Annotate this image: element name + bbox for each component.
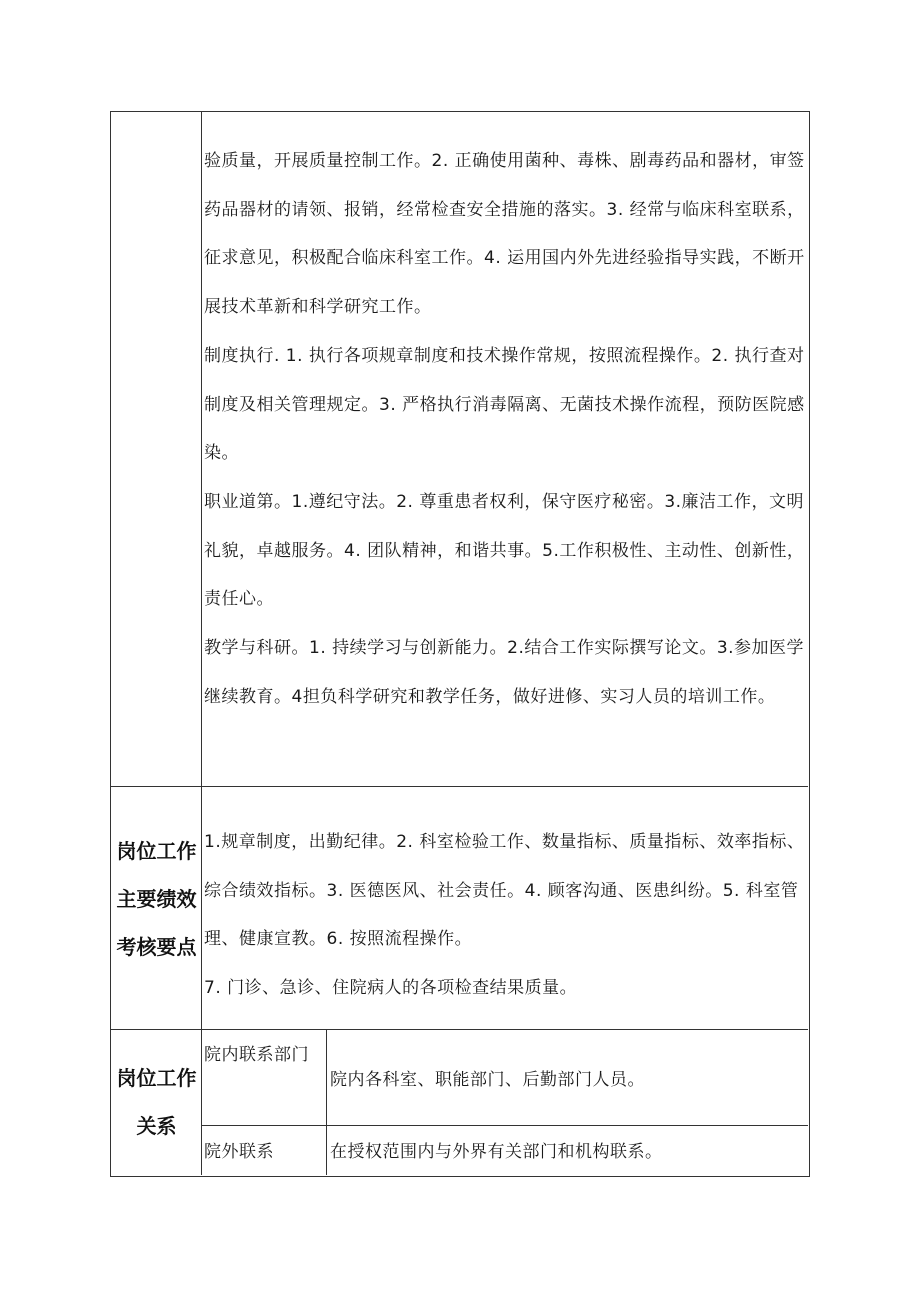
responsibility-paragraph-quality: 验质量，开展质量控制工作。2. 正确使用菌种、毒株、剧毒药品和器材，审签药品器材的请领、报销，经常检查安全措施的落实。3. 经常与临床科室联系，征求意见，积极配合临床科室工作。4. 运用国内外先进经验指导实践，不断开展技术革新和科学研究工作。 bbox=[204, 151, 805, 318]
column-divider bbox=[201, 112, 202, 1175]
row-divider-middle bbox=[111, 1029, 808, 1030]
internal-contact-value: 院内各科室、职能部门、后勤部门人员。 bbox=[330, 1070, 645, 1090]
kpi-content bbox=[204, 818, 808, 1013]
responsibility-paragraph-ethics: 职业道第。1.遵纪守法。2. 尊重患者权利，保守医疗秘密。3.廉洁工作，文明礼貌，卓越服务。4. 团队精神，和谐共事。5.工作积极性、主动性、创新性，责任心。 bbox=[204, 491, 805, 610]
internal-contact-key: 院内联系部门 bbox=[204, 1045, 309, 1065]
kpi-item-7: 7. 门诊、急诊、住院病人的各项检查结果质量。 bbox=[204, 978, 578, 999]
kpi-label: 岗位工作主要绩效考核要点 bbox=[116, 839, 197, 959]
row-divider-top bbox=[111, 786, 808, 787]
relations-label: 岗位工作关系 bbox=[116, 1066, 197, 1138]
external-contact-key: 院外联系 bbox=[204, 1142, 274, 1162]
responsibility-paragraph-teaching: 教学与科研。1. 持续学习与创新能力。2.结合工作实际撰写论文。3.参加医学继续教育。4担负科学研究和教学任务，做好进修、实习人员的培训工作。 bbox=[204, 638, 805, 707]
responsibility-paragraph-rules: 制度执行. 1. 执行各项规章制度和技术操作常规，按照流程操作。2. 执行查对制度及相关管理规定。3. 严格执行消毒隔离、无菌技术操作流程，预防医院感染。 bbox=[204, 345, 805, 464]
relation-key-divider bbox=[326, 1029, 327, 1175]
external-contact-value: 在授权范围内与外界有关部门和机构联系。 bbox=[330, 1142, 663, 1162]
job-description-table bbox=[110, 111, 810, 1177]
row-divider-relations bbox=[201, 1125, 808, 1126]
kpi-items: 1.规章制度，出勤纪律。2. 科室检验工作、数量指标、质量指标、效率指标、综合绩效指标。3. 医德医风、社会责任。4. 顾客沟通、医患纠纷。5. 科室管理、健康宣教。6. 按照流程操作。 bbox=[204, 832, 805, 950]
responsibilities-content bbox=[204, 137, 808, 721]
